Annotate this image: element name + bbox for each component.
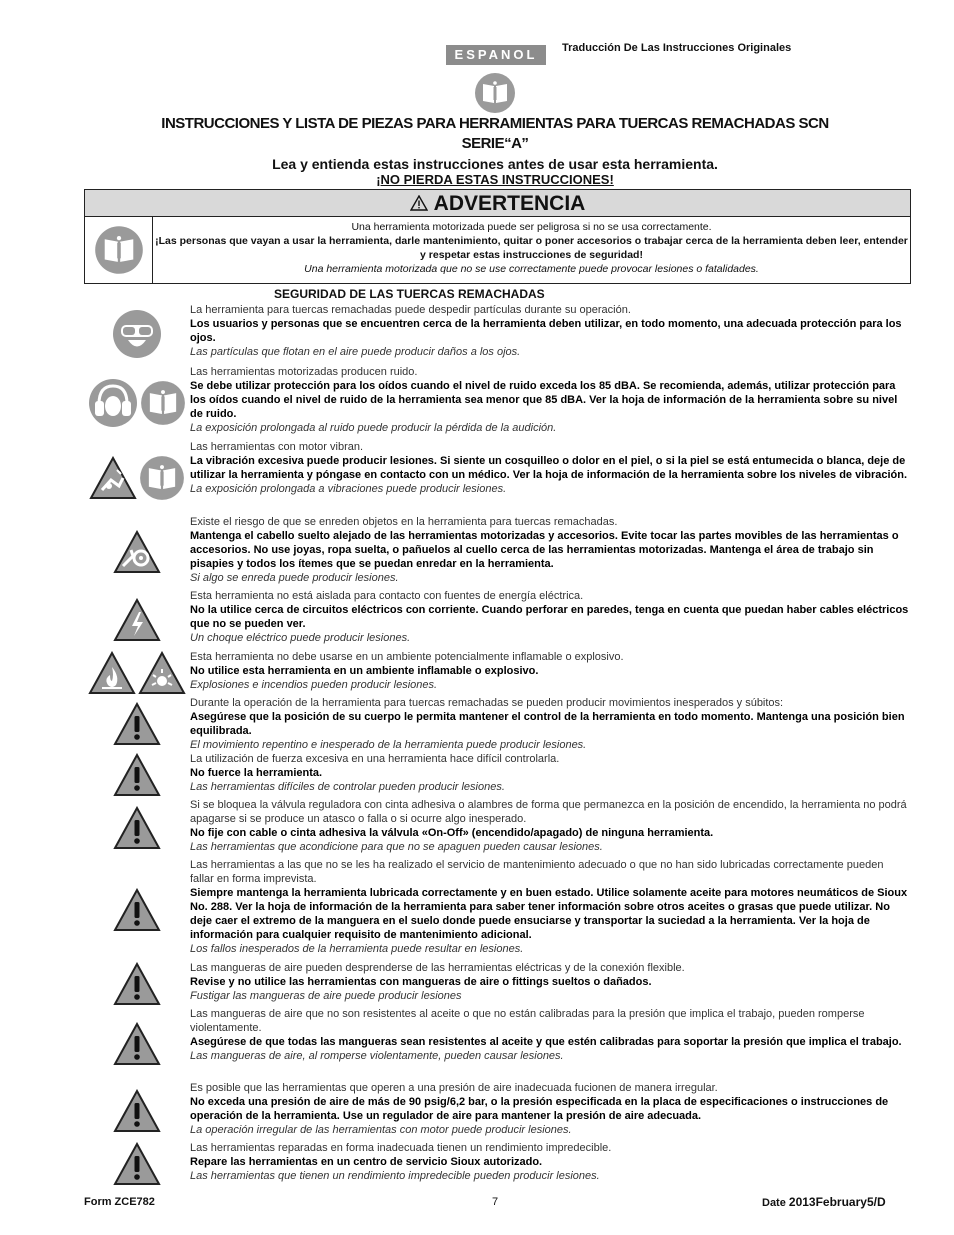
hazard-statement: Esta herramienta no está aislada para contacto con fuentes de energía eléctrica. bbox=[190, 590, 584, 602]
consequence-note: Las herramientas que tienen un rendimiento impredecible pueden producir lesiones. bbox=[190, 1170, 600, 1182]
safety-item bbox=[84, 696, 910, 752]
safety-item-text bbox=[189, 589, 910, 650]
safety-instruction: Siempre mantenga la herramienta lubricada correctamente y en buen estado. Utilice solamente aceite para motores neumáticos de Sioux No. 288. Ver la hoja de información de la herramienta para saber tener información sobre otros aceites o grasas que puede utilizar. No deje caer el extremo de la manguera en el suelo donde puede ensuciarse y transportar la suciedad a la herramienta. Ver la hoja de información para cualquier requisito de mantenimiento adicional. bbox=[190, 887, 908, 941]
safety-item bbox=[84, 798, 910, 858]
title-block bbox=[100, 114, 890, 187]
safety-item bbox=[84, 961, 910, 1007]
safety-item-text bbox=[189, 650, 910, 696]
safety-instruction: Asegúrese que la posición de su cuerpo le permita mantener el control de la herramienta en todo momento. Mantenga una posición bien equilibrada. bbox=[190, 711, 905, 737]
safety-item-icons bbox=[84, 961, 189, 1007]
warning-line-1: Una herramienta motorizada puede ser peligrosa si no se usa correctamente. bbox=[351, 221, 712, 233]
safety-item-icons bbox=[84, 752, 189, 798]
manual-icon bbox=[140, 380, 186, 426]
caution-icon bbox=[113, 888, 161, 932]
vibration-icon bbox=[89, 456, 137, 500]
safety-item-icons bbox=[84, 696, 189, 752]
safety-item-icons bbox=[84, 303, 189, 365]
safety-item bbox=[84, 303, 910, 365]
warning-triangle-icon bbox=[410, 195, 428, 211]
safety-item bbox=[84, 1141, 910, 1187]
hazard-statement: La herramienta para tuercas remachadas puede despedir partículas durante su operación. bbox=[190, 304, 631, 316]
flammable-icon bbox=[88, 651, 136, 695]
safety-item-icons bbox=[84, 365, 189, 440]
safety-item bbox=[84, 650, 910, 696]
safety-instruction: Mantenga el cabello suelto alejado de las herramientas motorizadas y accesorios. Evite tocar las partes movibles de las herramientas o accesorios. No use joyas, ropa suelta, o pañuelos al cuello cerca de las herramientas motorizadas. Mantenga el área de trabajo sin pisapies y todos los ítemes que se puedan enredar en la herramienta. bbox=[190, 530, 899, 570]
consequence-note: Fustigar las mangueras de aire puede producir lesiones bbox=[190, 990, 462, 1002]
safety-item-text bbox=[189, 440, 910, 515]
keep-instructions-note: ¡NO PIERDA ESTAS INSTRUCCIONES! bbox=[376, 172, 614, 187]
safety-item-text bbox=[189, 515, 910, 589]
warning-header bbox=[85, 190, 910, 217]
hazard-statement: Si se bloquea la válvula reguladora con cinta adhesiva o alambres de forma que permanezca en la posición de encendido, la herramienta no podrá apagarse si se produce un atasco o falla o si ocurre algo inesperado. bbox=[190, 799, 907, 825]
safety-item-text bbox=[189, 1007, 910, 1081]
hazard-statement: Esta herramienta no debe usarse en un ambiente potencialmente inflamable o explosivo. bbox=[190, 651, 624, 663]
manual-icon bbox=[474, 72, 516, 114]
safety-item-text bbox=[189, 1141, 910, 1187]
caution-icon bbox=[113, 702, 161, 746]
safety-item-icons bbox=[84, 650, 189, 696]
caution-icon bbox=[113, 1022, 161, 1066]
manual-icon bbox=[94, 225, 144, 275]
safety-item-icons bbox=[84, 1007, 189, 1081]
title-line-1: INSTRUCCIONES Y LISTA DE PIEZAS PARA HERRAMIENTAS PARA TUERCAS REMACHADAS SCN bbox=[161, 115, 829, 132]
safety-instruction: Se debe utilizar protección para los oídos cuando el nivel de ruido exceda los 85 dBA. Se recomienda, además, utilizar protección para los oídos cuando el nivel de ruido de la herramienta sea menor que 85 dBA. Ver la hoja de información de la herramienta sobre su nivel de ruido. bbox=[190, 380, 898, 420]
consequence-note: La exposición prolongada a vibraciones puede producir lesiones. bbox=[190, 483, 507, 495]
safety-item-icons bbox=[84, 1141, 189, 1187]
document-title bbox=[100, 114, 890, 154]
caution-icon bbox=[113, 1142, 161, 1186]
safety-item-icons bbox=[84, 440, 189, 515]
safety-instruction: Repare las herramientas en un centro de servicio Sioux autorizado. bbox=[190, 1156, 543, 1168]
date-value: 2013February5/D bbox=[788, 1195, 886, 1209]
safety-item-text bbox=[189, 858, 910, 961]
consequence-note: El movimiento repentino e inesperado de la herramienta puede producir lesiones. bbox=[190, 739, 587, 751]
document-date bbox=[762, 1195, 886, 1209]
translation-note: Traducción De Las Instrucciones Originales bbox=[562, 42, 792, 54]
form-number: Form ZCE782 bbox=[84, 1196, 155, 1208]
warning-line-3: Una herramienta motorizada que no se use correctamente puede provocar lesiones o fatalidades. bbox=[304, 263, 759, 275]
safety-item bbox=[84, 365, 910, 440]
warning-box bbox=[84, 189, 911, 284]
safety-instruction: No la utilice cerca de circuitos eléctricos con corriente. Cuando perforar en paredes, tenga en cuenta que puedan haber cables eléctricos que no se pueden ver. bbox=[190, 604, 909, 630]
electric-shock-icon bbox=[113, 598, 161, 642]
hazard-statement: Las herramientas a las que no se les ha realizado el servicio de mantenimiento adecuado o que no han sido lubricadas correctamente pueden fallar en forma imprevista. bbox=[190, 859, 884, 885]
hazard-statement: Las herramientas reparadas en forma inadecuada tienen un rendimiento impredecible. bbox=[190, 1142, 612, 1154]
consequence-note: Las partículas que flotan en el aire puede producir daños a los ojos. bbox=[190, 346, 521, 358]
consequence-note: Las mangueras de aire, al romperse violentamente, pueden causar lesiones. bbox=[190, 1050, 564, 1062]
caution-icon bbox=[113, 753, 161, 797]
safety-item-icons bbox=[84, 515, 189, 589]
safety-item-text bbox=[189, 798, 910, 858]
safety-item bbox=[84, 1007, 910, 1081]
safety-item-icons bbox=[84, 858, 189, 961]
safety-item-icons bbox=[84, 798, 189, 858]
hazard-statement: Las herramientas motorizadas producen ruido. bbox=[190, 366, 418, 378]
consequence-note: Las herramientas difíciles de controlar pueden producir lesiones. bbox=[190, 781, 505, 793]
title-line-2: SERIE“A” bbox=[461, 135, 529, 152]
consequence-note: Explosiones e incendios pueden producir lesiones. bbox=[190, 679, 438, 691]
goggles-icon bbox=[112, 309, 162, 359]
safety-item bbox=[84, 589, 910, 650]
entanglement-icon bbox=[113, 530, 161, 574]
safety-item-text bbox=[189, 365, 910, 440]
hazard-statement: Existe el riesgo de que se enreden objetos en la herramienta para tuercas remachadas. bbox=[190, 516, 618, 528]
safety-instruction: No fuerce la herramienta. bbox=[190, 767, 323, 779]
hazard-statement: Las herramientas con motor vibran. bbox=[190, 441, 364, 453]
hazard-statement: Es posible que las herramientas que operen a una presión de aire inadecuada fucionen de manera irregular. bbox=[190, 1082, 718, 1094]
consequence-note: La exposición prolongada al ruido puede producir la pérdida de la audición. bbox=[190, 422, 557, 434]
warning-heading: ADVERTENCIA bbox=[433, 191, 586, 215]
safety-instruction: No exceda una presión de aire de más de 90 psig/6,2 bar, o la presión especificada en la placa de especificaciones o instrucciones de operación de la herramienta. Use un regulador de aire para mantener la presión de aire adecuada. bbox=[190, 1096, 889, 1122]
hazard-statement: Las mangueras de aire que no son resistentes al aceite o que no están calibradas para la presión que implica el trabajo, pueden romperse violentamente. bbox=[190, 1008, 865, 1034]
consequence-note: La operación irregular de las herramientas con motor puede producir lesiones. bbox=[190, 1124, 572, 1136]
warning-line-2: ¡Las personas que vayan a usar la herramienta, darle mantenimiento, quitar o poner accesorios o trabajar cerca de la herramienta deben leer, entender y respetar estas instrucciones de seguridad! bbox=[155, 235, 908, 261]
caution-icon bbox=[113, 806, 161, 850]
consequence-note: Un choque eléctrico puede producir lesiones. bbox=[190, 632, 411, 644]
read-instructions-note: Lea y entienda estas instrucciones antes de usar esta herramienta. bbox=[272, 156, 718, 172]
manual-icon bbox=[139, 455, 185, 501]
safety-item-text bbox=[189, 961, 910, 1007]
date-label: Date bbox=[762, 1197, 786, 1209]
safety-instruction: Revise y no utilice las herramientas con mangueras de aire o fittings sueltos o dañados. bbox=[190, 976, 652, 988]
warning-icon-cell bbox=[85, 217, 153, 283]
safety-instruction: No fije con cable o cinta adhesiva la válvula «On-Off» (encendido/apagado) de ninguna herramienta. bbox=[190, 827, 714, 839]
safety-item bbox=[84, 858, 910, 961]
warning-text bbox=[153, 217, 910, 283]
hazard-statement: La utilización de fuerza excesiva en una herramienta hace difícil controlarla. bbox=[190, 753, 560, 765]
safety-item-icons bbox=[84, 589, 189, 650]
caution-icon bbox=[113, 962, 161, 1006]
page-number: 7 bbox=[492, 1196, 499, 1208]
safety-instruction: No utilice esta herramienta en un ambiente inflamable o explosivo. bbox=[190, 665, 539, 677]
safety-list bbox=[84, 303, 910, 1187]
safety-item-icons bbox=[84, 1081, 189, 1141]
consequence-note: Los fallos inesperados de la herramienta puede resultar en lesiones. bbox=[190, 943, 524, 955]
safety-instruction: Los usuarios y personas que se encuentren cerca de la herramienta deben utilizar, en todo momento, una adecuada protección para los ojos. bbox=[190, 318, 902, 344]
safety-item bbox=[84, 1081, 910, 1141]
safety-item-text bbox=[189, 1081, 910, 1141]
section-title: SEGURIDAD DE LAS TUERCAS REMACHADAS bbox=[274, 287, 545, 301]
safety-instruction: Asegúrese de que todas las mangueras sean resistentes al aceite y que estén calibradas para soportar la presión que implica el trabajo. bbox=[190, 1036, 902, 1048]
hazard-statement: Durante la operación de la herramienta para tuercas remachadas se pueden producir movimientos inesperados y súbitos: bbox=[190, 697, 784, 709]
language-badge: ESPANOL bbox=[446, 45, 546, 65]
safety-item bbox=[84, 515, 910, 589]
safety-item-text bbox=[189, 696, 910, 752]
safety-item-text bbox=[189, 303, 910, 365]
caution-icon bbox=[113, 1089, 161, 1133]
explosive-icon bbox=[138, 651, 186, 695]
safety-instruction: La vibración excesiva puede producir lesiones. Si siente un cosquilleo o dolor en el piel, o si la piel se está entumecida o blanca, deje de utilizar la herramienta y póngase en contacto con un médico. Ver la hoja de información de la herramienta sobre los niveles de vibración. bbox=[190, 455, 908, 481]
safety-item bbox=[84, 752, 910, 798]
safety-item bbox=[84, 440, 910, 515]
consequence-note: Las herramientas que acondicione para que no se apaguen pueden causar lesiones. bbox=[190, 841, 603, 853]
ear-protection-icon bbox=[88, 378, 138, 428]
safety-item-text bbox=[189, 752, 910, 798]
hazard-statement: Las mangueras de aire pueden desprenderse de las herramientas eléctricas y de la conexión flexible. bbox=[190, 962, 685, 974]
consequence-note: Si algo se enreda puede producir lesiones. bbox=[190, 572, 399, 584]
